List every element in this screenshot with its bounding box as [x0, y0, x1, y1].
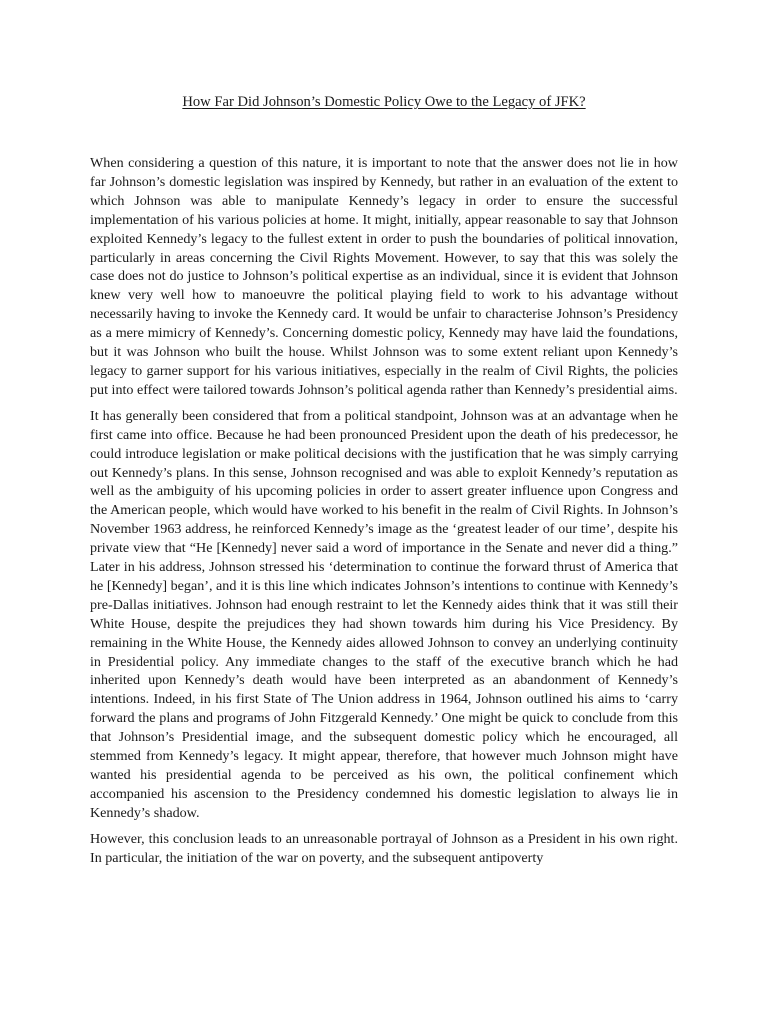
- document-title: How Far Did Johnson’s Domestic Policy Owe to the Legacy of JFK?: [182, 94, 586, 110]
- document-body: [90, 154, 678, 875]
- paragraph-1: When considering a question of this nature, it is important to note that the answer does not lie in how far Johnson’s domestic legislation was inspired by Kennedy, but rather in an evaluation of the extent to which Johnson was able to manipulate Kennedy’s legacy in order to ensure the successful implementation of his various policies at home. It might, initially, appear reasonable to say that Johnson exploited Kennedy’s legacy to the fullest extent in order to push the boundaries of political innovation, particularly in areas concerning the Civil Rights Movement. However, to say that this was solely the case does not do justice to Johnson’s political expertise as an individual, since it is evident that Johnson knew very well how to manoeuvre the political playing field to work to his advantage without necessarily having to invoke the Kennedy card. It would be unfair to characterise Johnson’s Presidency as a mere mimicry of Kennedy’s. Concerning domestic policy, Kennedy may have laid the foundations, but it was Johnson who built the house. Whilst Johnson was to some extent reliant upon Kennedy’s legacy to garner support for his various initiatives, especially in the realm of Civil Rights, the policies put into effect were tailored towards Johnson’s political agenda rather than Kennedy’s presidential aims.: [90, 155, 678, 398]
- paragraph-3: However, this conclusion leads to an unreasonable portrayal of Johnson as a President in his own right. In particular, the initiation of the war on poverty, and the subsequent antipoverty: [90, 830, 678, 866]
- paragraph-2: It has generally been considered that from a political standpoint, Johnson was at an advantage when he first came into office. Because he had been pronounced President upon the death of his predecessor, he could introduce legislation or make political decisions with the justification that he was simply carrying out Kennedy’s plans. In this sense, Johnson recognised and was able to exploit Kennedy’s reputation as well as the ambiguity of his upcoming policies in order to assert greater influence upon Congress and the American people, which would have worked to his benefit in the realm of Civil Rights. In Johnson’s November 1963 address, he reinforced Kennedy’s image as the ‘greatest leader of our time’, despite his private view that “He [Kennedy] never said a word of importance in the Senate and never did a thing.” Later in his address, Johnson stressed his ‘determination to continue the forward thrust of America that he [Kennedy] began’, and it is this line which indicates Johnson’s intentions to continue with Kennedy’s pre-Dallas initiatives. Johnson had enough restraint to let the Kennedy aides think that it was still their White House, despite the prejudices they had shown towards him during his Vice Presidency. By remaining in the White House, the Kennedy aides allowed Johnson to convey an underlying continuity in Presidential policy. Any immediate changes to the staff of the executive branch which he had inherited upon Kennedy’s death would have been interpreted as an abandonment of Kennedy’s intentions. Indeed, in his first State of The Union address in 1964, Johnson outlined his aims to ‘carry forward the plans and programs of John Fitzgerald Kennedy.’ One might be quick to conclude from this that Johnson’s Presidential image, and the subsequent domestic policy which he encouraged, all stemmed from Kennedy’s legacy. It might appear, therefore, that however much Johnson might have wanted his presidential agenda to be perceived as his own, the political confinement which accompanied his ascension to the Presidency condemned his domestic legislation to always lie in Kennedy’s shadow.: [90, 407, 678, 821]
